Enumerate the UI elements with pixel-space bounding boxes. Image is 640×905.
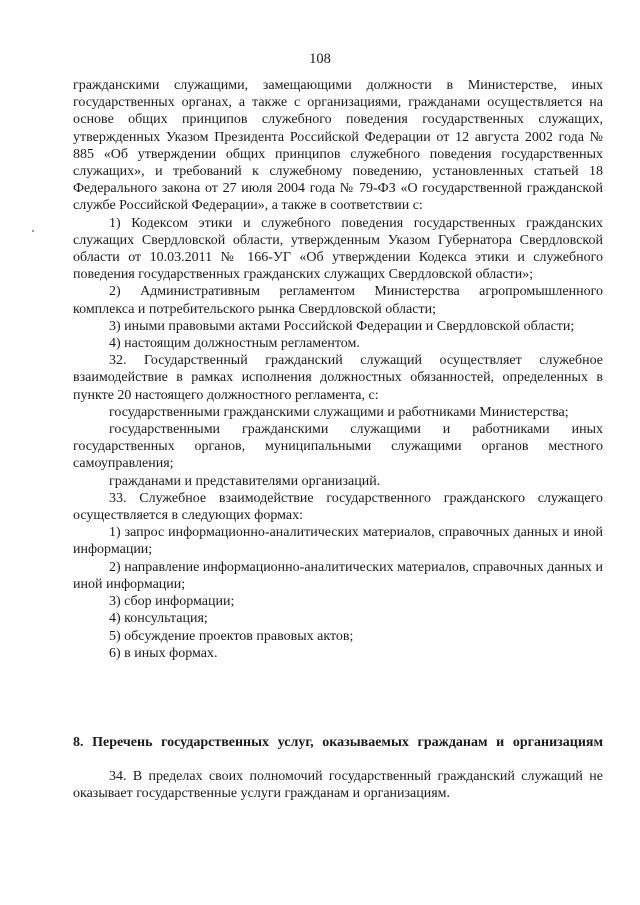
clause-34: 34. В пределах своих полномочий государственный гражданский служащий не оказывает государственные услуги гражданам и организациям. [73,769,603,802]
list-item-ethics-code: 1) Кодексом этики и служебного поведения государственных гражданских служащих Свердловской области, утвержденным Указом Губернатора Свердловской области от 10.03.2011 № 166-УГ «Об утверждении Кодекса этики и служебного поведения государственных гражданских служащих Свердловской области»; [73,215,603,283]
interaction-other-bodies: государственными гражданскими служащими и работниками иных государственных органов, муниципальными служащими органов местного самоуправления; [73,422,603,472]
paragraph-continuation: гражданскими служащими, замещающими должности в Министерстве, иных государственных органах, а также с организациями, гражданами осуществляется на основе общих принципов служебного поведения государственных служащих, утвержденных Указом Президента Российской Федерации от 12 августа 2002 года № 885 «Об утверждении общих принципов служебного поведения государственных служащих», и требований к служебному поведению, установленных статьей 18 Федерального закона от 27 июля 2004 года № 79-ФЗ «О государственной гражданской службе Российской Федерации», а также в соответствии с: [73,78,603,214]
clause-33: 33. Служебное взаимодействие государственного гражданского служащего осуществляется в следующих формах: [73,490,603,524]
form-item-discussion: 5) обсуждение проектов правовых актов; [109,628,354,644]
page-number: 108 [309,51,331,67]
form-item-request: 1) запрос информационно-аналитических материалов, справочных данных и иной информации; [73,525,603,558]
closing-text [73,768,603,802]
interaction-ministry-staff: государственными гражданскими служащими и работниками Министерства; [109,404,569,420]
margin-mark [32,230,34,232]
body-text [73,77,603,662]
list-item-job-regulation: 4) настоящим должностным регламентом. [109,336,360,352]
clause-32: 32. Государственный гражданский служащий осуществляет служебное взаимодействие в рамках исполнения должностных обязанностей, определенных в пункте 20 настоящего должностного регламента, с: [73,353,603,403]
form-item-other: 6) в иных формах. [109,645,218,661]
form-item-sending: 2) направление информационно-аналитических материалов, справочных данных и иной информации; [73,559,603,592]
form-item-consultation: 4) консультация; [109,611,208,627]
list-item-administrative-regulation: 2) Административным регламентом Министерства агропромышленного комплекса и потребительского рынка Свердловской области; [73,284,603,317]
form-item-collection: 3) сбор информации; [109,594,235,610]
section-heading: 8. Перечень государственных услуг, оказываемых гражданам и организациям [73,735,603,750]
interaction-citizens: гражданами и представителями организаций. [109,473,381,489]
list-item-other-legal-acts: 3) иными правовыми актами Российской Федерации и Свердловской области; [109,318,575,334]
